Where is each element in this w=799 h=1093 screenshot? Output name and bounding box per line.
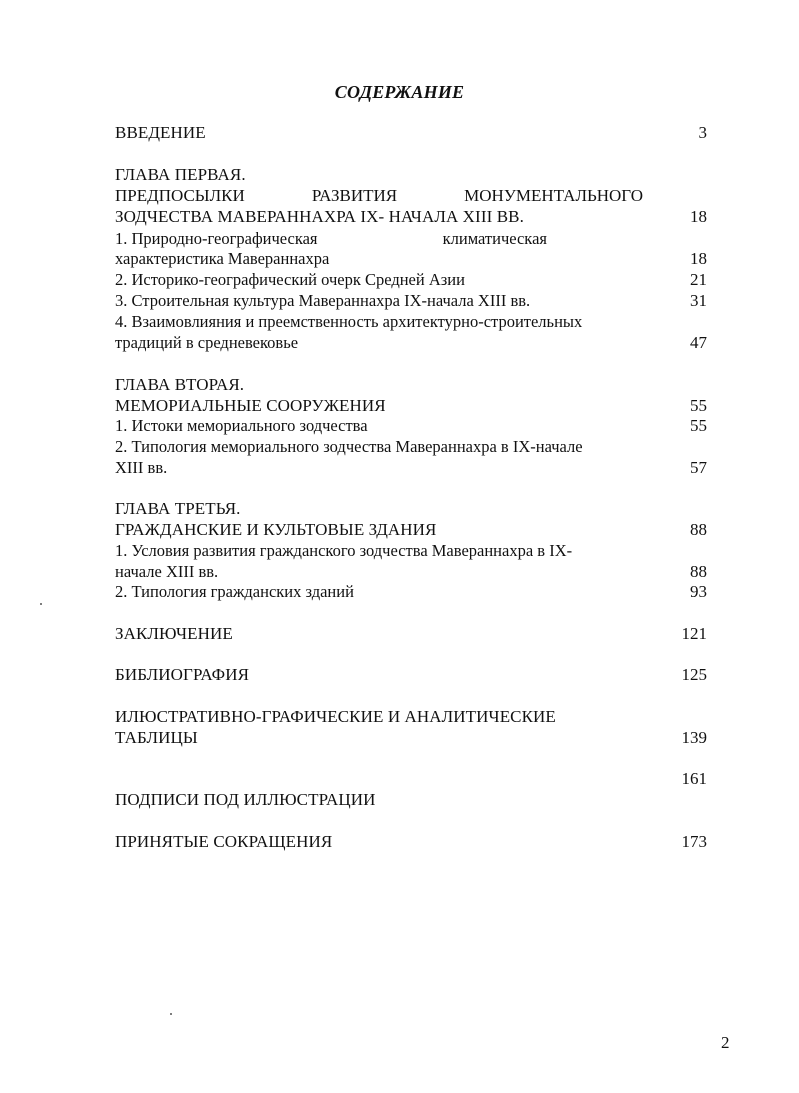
- toc-entry-tables-line2: ТАБЛИЦЫ: [115, 728, 198, 747]
- toc-entry-captions: ПОДПИСИ ПОД ИЛЛЮСТРАЦИИ: [115, 790, 376, 809]
- scan-speck: [170, 1013, 172, 1015]
- chapter1-section3: 3. Строительная культура Мавераннахра IX-начала XIII вв.: [115, 291, 531, 310]
- chapter1-title-page: 18: [690, 207, 707, 226]
- toc-page-intro: 3: [698, 123, 707, 142]
- chapter1-section4-line1: 4. Взаимовлияния и преемственность архитектурно-строительных: [115, 312, 583, 331]
- chapter1-title-line2: ЗОДЧЕСТВА МАВЕРАННАХРА IX- НАЧАЛА XIII ВВ.: [115, 207, 524, 226]
- chapter1-section3-page: 31: [690, 291, 707, 310]
- chapter1-section1-word: климатическая: [442, 229, 547, 248]
- chapter1-section1-line1: [115, 229, 547, 249]
- chapter1-title-word: ПРЕДПОСЫЛКИ: [115, 186, 245, 205]
- chapter1-title-word: МОНУМЕНТАЛЬНОГО: [464, 186, 643, 205]
- toc-page-abbreviations: 173: [681, 832, 707, 851]
- toc-page-tables: 139: [681, 728, 707, 747]
- chapter1-title-line1: [115, 186, 643, 206]
- chapter3-title-page: 88: [690, 520, 707, 539]
- chapter1-heading: ГЛАВА ПЕРВАЯ.: [115, 165, 246, 184]
- chapter2-title-page: 55: [690, 396, 707, 415]
- chapter2-section1: 1. Истоки мемориального зодчества: [115, 416, 368, 435]
- chapter3-section1-page: 88: [690, 562, 707, 581]
- chapter3-section2-page: 93: [690, 582, 707, 601]
- chapter3-heading: ГЛАВА ТРЕТЬЯ.: [115, 499, 241, 518]
- page-number: 2: [721, 1033, 730, 1052]
- toc-entry-tables-line1: ИЛЮСТРАТИВНО-ГРАФИЧЕСКИЕ И АНАЛИТИЧЕСКИЕ: [115, 707, 556, 726]
- chapter2-section2-line2: XIII вв.: [115, 458, 168, 477]
- toc-page-captions: 161: [681, 769, 707, 788]
- toc-entry-bibliography: БИБЛИОГРАФИЯ: [115, 665, 250, 684]
- toc-entry-conclusion: ЗАКЛЮЧЕНИЕ: [115, 624, 233, 643]
- chapter1-section2-page: 21: [690, 270, 707, 289]
- page-title: СОДЕРЖАНИЕ: [334, 82, 465, 102]
- chapter1-section4-page: 47: [690, 333, 707, 352]
- chapter3-section1-line1: 1. Условия развития гражданского зодчества Мавераннахра в IX-: [115, 541, 573, 560]
- chapter1-section4-line2: традиций в средневековье: [115, 333, 299, 352]
- chapter1-title-word: РАЗВИТИЯ: [311, 186, 398, 205]
- chapter2-section1-page: 55: [690, 416, 707, 435]
- chapter1-section1-line2: характеристика Мавераннахра: [115, 249, 330, 268]
- chapter1-section1-page: 18: [690, 249, 707, 268]
- chapter3-title: ГРАЖДАНСКИЕ И КУЛЬТОВЫЕ ЗДАНИЯ: [115, 520, 437, 539]
- chapter3-section1-line2: начале XIII вв.: [115, 562, 219, 581]
- toc-page-bibliography: 125: [681, 665, 707, 684]
- chapter3-section2: 2. Типология гражданских зданий: [115, 582, 354, 601]
- chapter1-section2: 2. Историко-географический очерк Средней Азии: [115, 270, 465, 289]
- chapter1-section1-word: 1. Природно-географическая: [115, 229, 318, 248]
- toc-entry-intro: ВВЕДЕНИЕ: [115, 123, 206, 142]
- toc-entry-abbreviations: ПРИНЯТЫЕ СОКРАЩЕНИЯ: [115, 832, 333, 851]
- scan-speck: [40, 603, 42, 605]
- toc-page-conclusion: 121: [681, 624, 707, 643]
- chapter2-title: МЕМОРИАЛЬНЫЕ СООРУЖЕНИЯ: [115, 396, 386, 415]
- chapter2-section2-line1: 2. Типология мемориального зодчества Мавераннахра в IX-начале: [115, 437, 583, 456]
- chapter2-section2-page: 57: [690, 458, 707, 477]
- chapter2-heading: ГЛАВА ВТОРАЯ.: [115, 375, 245, 394]
